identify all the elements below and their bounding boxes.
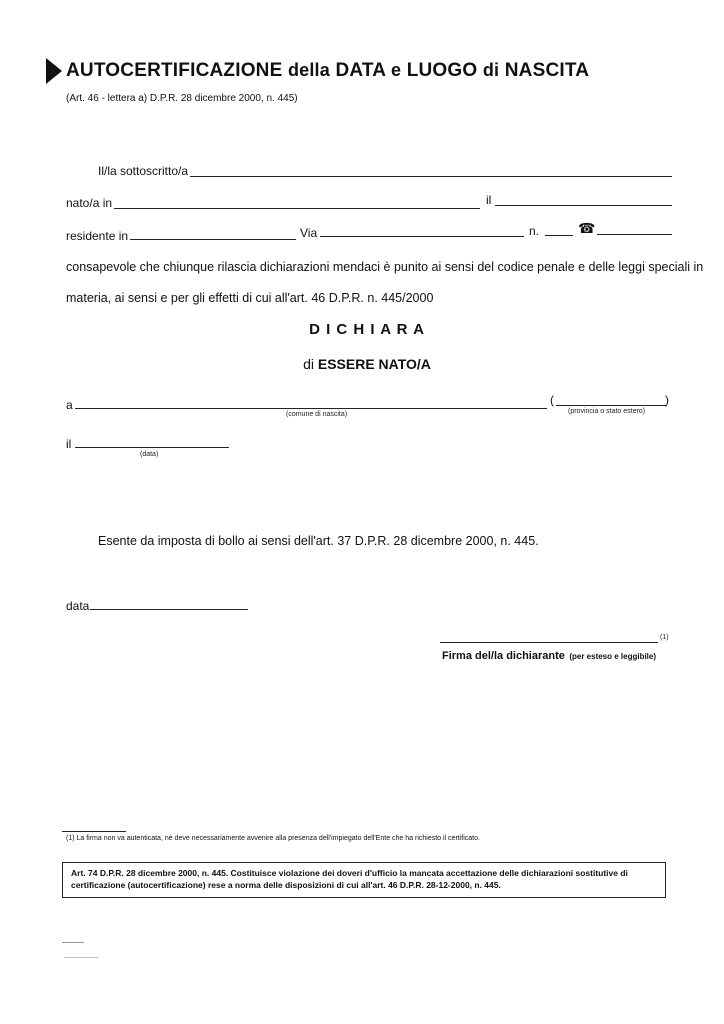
residente-field[interactable] — [130, 239, 296, 240]
via-label: Via — [300, 226, 318, 240]
scan-mark — [62, 942, 84, 943]
data-caption: (data) — [140, 451, 159, 458]
declaration-heading: D I C H I A R A — [309, 321, 425, 338]
scan-mark — [64, 957, 98, 958]
il-label: il — [486, 193, 492, 207]
signature-field[interactable] — [440, 642, 658, 643]
birth-date-label: il — [66, 437, 72, 451]
firma-label: Firma del/la dichiarante — [442, 650, 565, 662]
sottoscritto-label: Il/la sottoscritto/a — [98, 164, 189, 178]
title-word: AUTOCERTIFICAZIONE — [66, 60, 283, 81]
document-subtitle: (Art. 46 - lettera a) D.P.R. 28 dicembre 2000, n. 445) — [66, 93, 298, 104]
title-word: NASCITA — [504, 60, 590, 81]
title-arrow-icon — [46, 58, 62, 84]
nato-date-field[interactable] — [495, 205, 672, 206]
title-word: e — [391, 60, 402, 80]
title-word: di — [482, 60, 500, 80]
signature-caption — [442, 646, 656, 664]
body-line-2: materia, ai sensi e per gli effetti di cui all'art. 46 D.P.R. n. 445/2000 — [66, 291, 434, 305]
title-word: della — [287, 60, 330, 80]
declaration-main: ESSERE NATO/A — [317, 356, 431, 372]
declaration-prefix: di — [303, 356, 314, 372]
body-line-1: consapevole che chiunque rilascia dichiarazioni mendaci è punito ai sensi del codice penale e delle leggi speciali in — [66, 260, 704, 274]
footnote-divider — [62, 831, 126, 832]
birth-date-field[interactable] — [75, 447, 229, 448]
legal-notice-box: Art. 74 D.P.R. 28 dicembre 2000, n. 445. Costituisce violazione dei doveri d'ufficio la mancata accettazione delle dichiarazioni sostitutive di certificazione (autocertificazione) rese a norma delle disposizioni di cui all'art. 46 D.P.R. 28-12-2000, n. 445. — [62, 862, 666, 898]
signature-note-marker: (1) — [660, 634, 669, 641]
residente-label: residente in — [66, 229, 129, 243]
signature-date-field[interactable] — [90, 609, 248, 610]
title-word: LUOGO — [406, 60, 478, 81]
declaration-subheading — [0, 356, 724, 372]
stamp-exemption-text: Esente da imposta di bollo ai sensi dell'art. 37 D.P.R. 28 dicembre 2000, n. 445. — [98, 534, 539, 548]
signature-date-label: data — [66, 599, 90, 613]
number-field[interactable] — [545, 235, 573, 236]
nato-label: nato/a in — [66, 196, 113, 210]
sottoscritto-field[interactable] — [190, 176, 672, 177]
n-label: n. — [529, 224, 540, 238]
provincia-caption: (provincia o stato estero) — [568, 408, 646, 415]
telephone-icon: ☎ — [578, 220, 596, 236]
nato-field[interactable] — [114, 208, 480, 209]
document-title — [66, 60, 589, 82]
via-field[interactable] — [320, 236, 524, 237]
provincia-field[interactable] — [556, 405, 666, 406]
comune-caption: (comune di nascita) — [286, 411, 348, 418]
birth-place-label: a — [66, 398, 73, 412]
birth-place-field[interactable] — [75, 408, 547, 409]
telephone-field[interactable] — [597, 234, 672, 235]
title-word: DATA — [335, 60, 386, 81]
footnote-text: (1) La firma non va autenticata, nè deve necessariamente avvenire alla presenza dell'impiegato dell'Ente che ha richiesto il certificato. — [66, 835, 480, 842]
provincia-close-paren: ) — [665, 393, 669, 407]
firma-note: (per esteso e leggibile) — [569, 652, 657, 661]
provincia-open-paren: ( — [550, 393, 554, 407]
